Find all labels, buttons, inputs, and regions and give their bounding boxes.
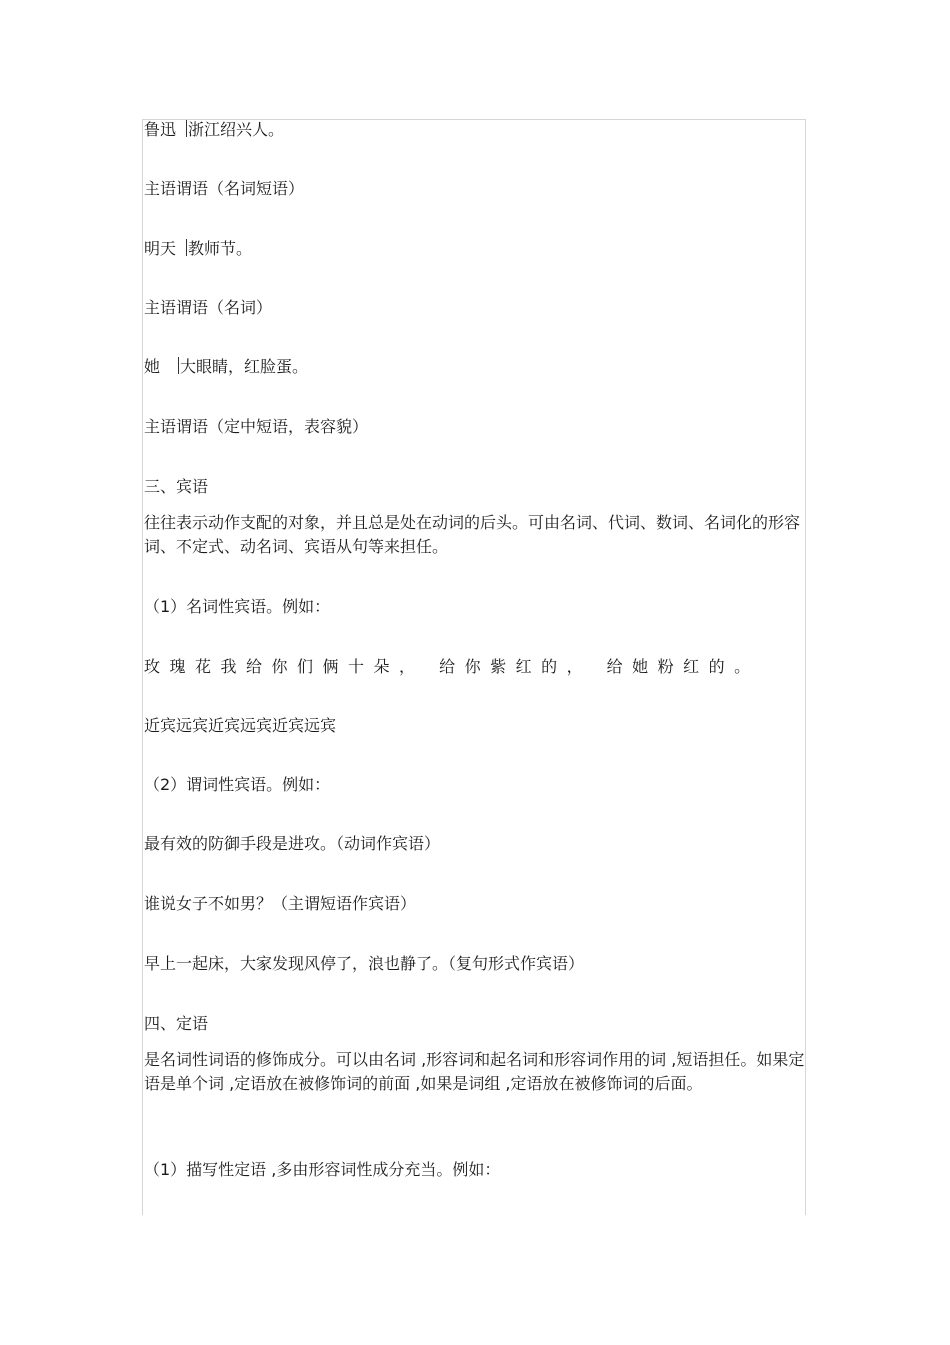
subject-text: 鲁迅 (144, 120, 177, 139)
predicate-text: 教师节。 (188, 239, 253, 258)
object-description-paragraph: 往往表示动作支配的对象，并且总是处在动词的后头。可由名词、代词、数词、名词化的形容词、不定式、动名词、宾语从句等来担任。 (144, 513, 801, 556)
analysis-line-3: 主语谓语（定中短语，表容貌） (144, 417, 369, 436)
example-line-3 (144, 357, 308, 377)
predicate-text: 大眼睛，红脸蛋。 (180, 357, 309, 376)
descriptive-attributive-heading: （1）描写性定语 ,多由形容词性成分充当。例如： (144, 1160, 501, 1179)
analysis-line-2: 主语谓语（名词） (144, 298, 273, 317)
noun-object-heading: （1）名词性宾语。例如： (144, 597, 331, 616)
section-heading-attributive: 四、定语 (144, 1014, 209, 1033)
subject-text: 明天 (144, 239, 177, 258)
section-heading-object: 三、宾语 (144, 477, 209, 496)
example-sentence-morning: 早上一起床，大家发现风停了，浪也静了。（复句形式作宾语） (144, 954, 585, 973)
attributive-description-paragraph: 是名词性词语的修饰成分。可以由名词 ,形容词和起名词和形容词作用的词 ,短语担任。如果定语是单个词 ,定语放在被修饰词的前面 ,如果是词组 ,定语放在被修饰词的后面。 (144, 1050, 805, 1093)
near-far-object-labels: 近宾远宾近宾远宾近宾远宾 (144, 716, 337, 735)
example-sentence-defense: 最有效的防御手段是进攻。（动词作宾语） (144, 834, 441, 853)
example-sentence-women: 谁说女子不如男？（主谓短语作宾语） (144, 894, 417, 913)
example-sentence-roses: 玫瑰花我给你们俩十朵， 给你紫红的， 给她粉红的。 (144, 657, 760, 676)
subject-text: 她 (144, 357, 161, 376)
divider-mark (186, 120, 187, 137)
analysis-line-1: 主语谓语（名词短语） (144, 179, 305, 198)
example-line-1 (144, 120, 284, 140)
predicate-text: 浙江绍兴人。 (188, 120, 285, 139)
verb-object-heading: （2）谓词性宾语。例如： (144, 775, 331, 794)
divider-mark (186, 239, 187, 256)
divider-mark (178, 357, 179, 374)
example-line-2 (144, 239, 252, 259)
